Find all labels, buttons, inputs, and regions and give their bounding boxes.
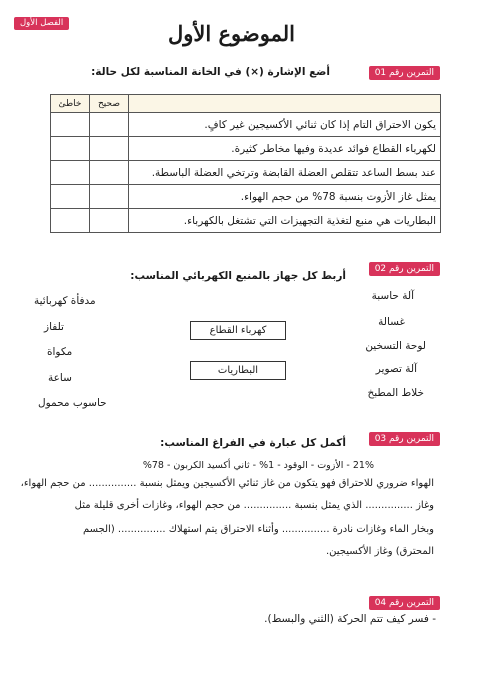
wrong-checkbox[interactable]	[51, 209, 90, 233]
table-row	[51, 161, 441, 185]
correct-checkbox[interactable]	[90, 209, 129, 233]
exercise-4-badge: التمرين رقم 04	[369, 596, 440, 610]
chapter-badge: الفصل الأول	[14, 17, 69, 30]
device-item[interactable]: آلة تصوير	[375, 363, 417, 375]
exercise-1-table	[50, 94, 441, 233]
exercise-3-badge: التمرين رقم 03	[369, 432, 440, 446]
exercise-4-question: - فسر كيف تتم الحركة (الثني والبسط).	[264, 613, 436, 625]
word-bank: 21% - الأزوت - الوقود - 1% - ثاني أكسيد الكربون - 78%	[142, 460, 374, 471]
device-item[interactable]: ساعة	[48, 372, 72, 384]
exercise-1-badge: التمرين رقم 01	[369, 66, 440, 80]
correct-checkbox[interactable]	[90, 161, 129, 185]
statement-text: يكون الاحتراق التام إذا كان ثنائي الأكسيجين غير كافٍ.	[129, 113, 441, 137]
fill-sentence[interactable]: الهواء ضروري للاحتراق فهو يتكون من غاز ثنائي الأكسيجين ويمثل بنسبة ............... من حجم الهواء،	[20, 478, 434, 489]
wrong-checkbox[interactable]	[51, 113, 90, 137]
correct-checkbox[interactable]	[90, 113, 129, 137]
statement-header-cell	[129, 95, 441, 113]
fill-sentence[interactable]: المحترق) وغاز الأكسيجين.	[326, 546, 434, 557]
power-source-box[interactable]: البطاريات	[190, 361, 286, 380]
table-row	[51, 185, 441, 209]
device-item[interactable]: آلة حاسبة	[371, 290, 414, 302]
device-item[interactable]: تلفاز	[44, 321, 64, 333]
device-item[interactable]: مكواة	[47, 346, 73, 358]
device-item[interactable]: خلاط المطبخ	[367, 387, 424, 399]
correct-header: صحيح	[90, 95, 129, 113]
device-item[interactable]: غسالة	[378, 316, 405, 328]
exercise-2-badge: التمرين رقم 02	[369, 262, 440, 276]
table-row	[51, 137, 441, 161]
correct-checkbox[interactable]	[90, 185, 129, 209]
correct-checkbox[interactable]	[90, 137, 129, 161]
table-row	[51, 113, 441, 137]
device-item[interactable]: لوحة التسخين	[365, 340, 426, 352]
exercise-1-instruction: أضع الإشارة (×) في الخانة المناسبة لكل حالة:	[91, 66, 330, 78]
table-header-row	[51, 95, 441, 113]
statement-text: عند بسط الساعد تتقلص العضلة القابضة وترتخي العضلة الباسطة.	[129, 161, 441, 185]
exercise-2-instruction: أربط كل جهاز بالمنبع الكهربائي المناسب:	[130, 270, 346, 282]
fill-sentence[interactable]: وغاز ............... الذي يمثل بنسبة ............... من حجم الهواء، وغازات أخرى قليلة مثل	[74, 500, 434, 511]
statement-text: يمثل غاز الأزوت بنسبة 78% من حجم الهواء.	[129, 185, 441, 209]
fill-sentence[interactable]: وبخار الماء وغازات نادرة ............... وأثناء الاحتراق يتم استهلاك ............... (الجسم	[82, 524, 434, 535]
wrong-checkbox[interactable]	[51, 185, 90, 209]
wrong-header: خاطئ	[51, 95, 90, 113]
exercise-3-instruction: أكمل كل عبارة في الفراغ المناسب:	[160, 437, 346, 449]
statement-text: لكهرباء القطاع فوائد عديدة وفيها مخاطر كثيرة.	[129, 137, 441, 161]
statement-text: البطاريات هي منبع لتغذية التجهيزات التي تشتغل بالكهرباء.	[129, 209, 441, 233]
power-source-box[interactable]: كهرباء القطاع	[190, 321, 286, 340]
table-row	[51, 209, 441, 233]
wrong-checkbox[interactable]	[51, 137, 90, 161]
wrong-checkbox[interactable]	[51, 161, 90, 185]
page-title: الموضوع الأول	[168, 21, 295, 46]
device-item[interactable]: حاسوب محمول	[38, 397, 107, 409]
device-item[interactable]: مدفأة كهربائية	[34, 295, 96, 307]
